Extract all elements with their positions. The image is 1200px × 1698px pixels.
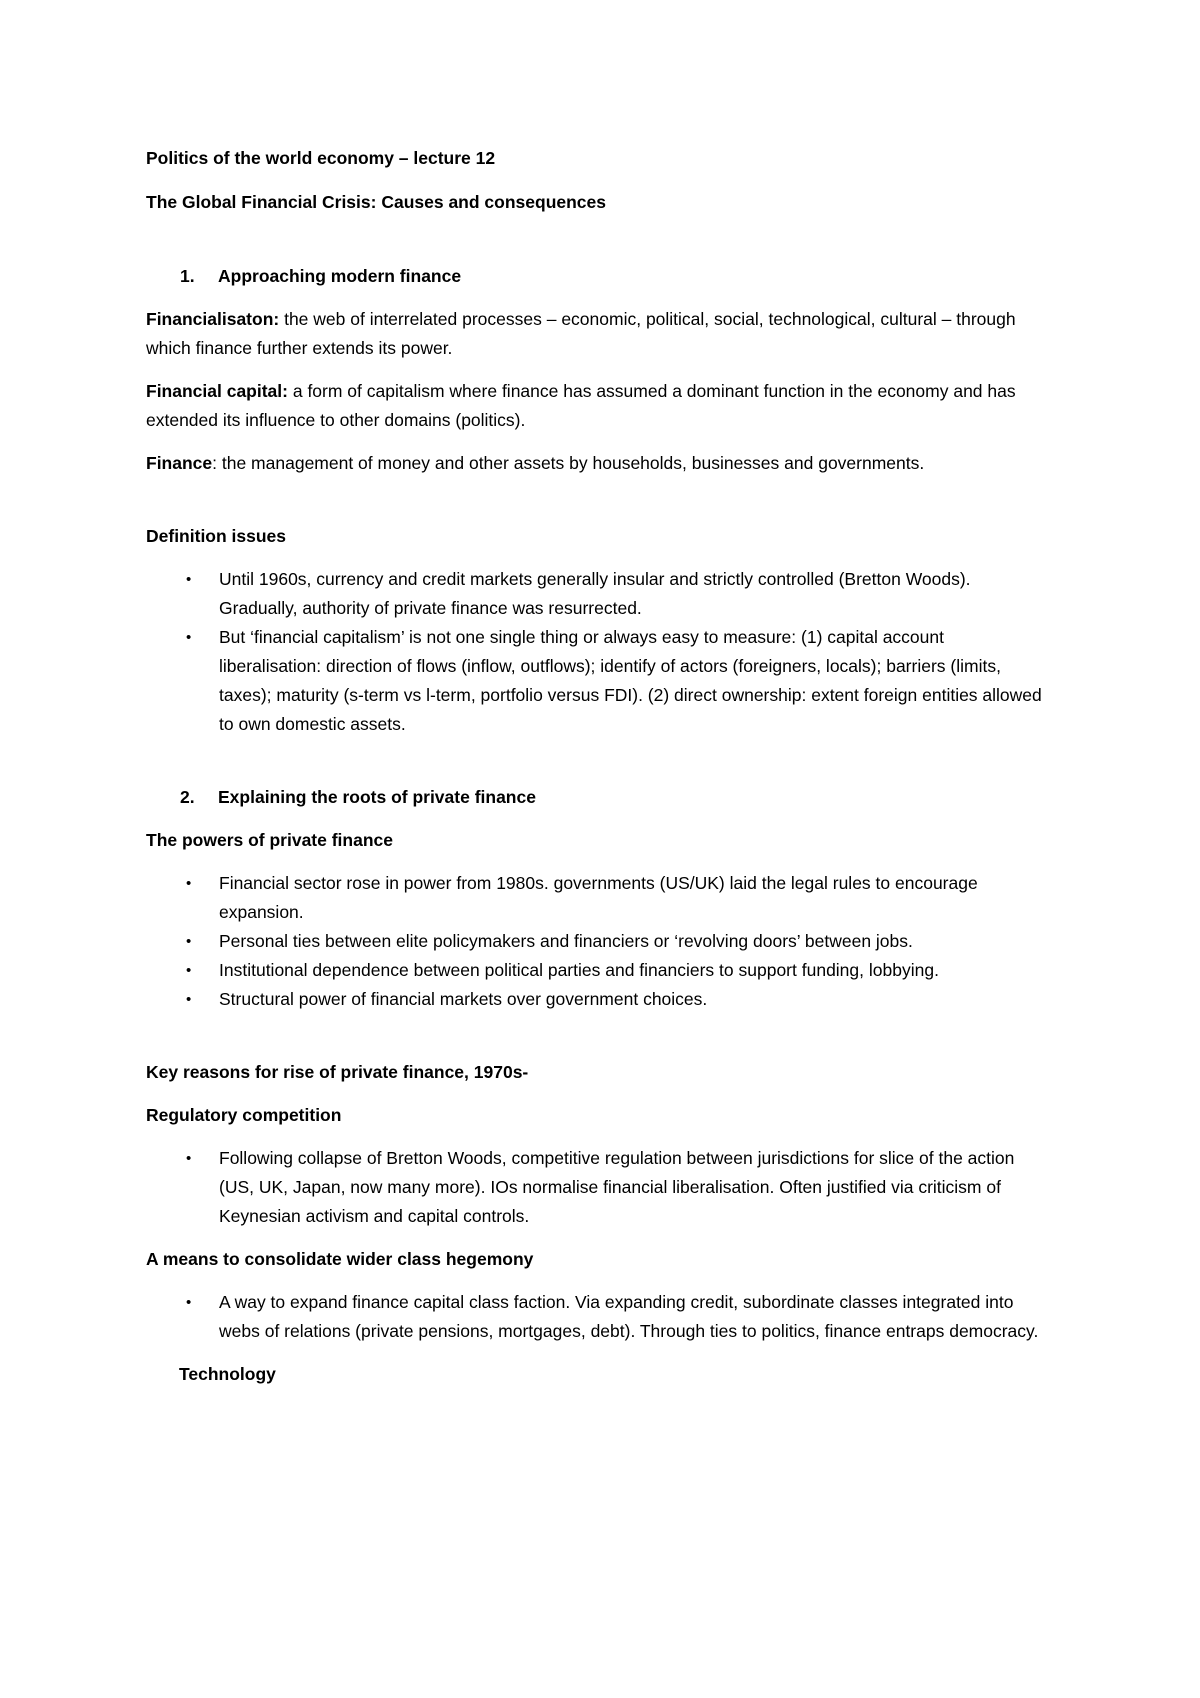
list-item [146,927,1046,956]
section-1-title: Approaching modern finance [218,266,462,286]
definition-term: Finance [146,453,213,473]
section-2-number: 2. [180,787,195,807]
bullet-icon: • [186,875,192,892]
list-item-text: Until 1960s, currency and credit markets generally insular and strictly controlled (Bretton Woods). Gradually, authority of private finance was resurrected. [219,569,971,618]
definition-text: : the management of money and other assets by households, businesses and governments. [212,453,925,473]
list-item [146,869,1046,927]
bullet-icon: • [186,571,192,588]
definition-text: the web of interrelated processes – economic, political, social, technological, cultural – through which finance further extends its power. [146,309,1016,358]
list-item [146,956,1046,985]
bullet-icon: • [186,1294,192,1311]
section-2-title: Explaining the roots of private finance [218,787,536,807]
regulatory-competition-list [146,1144,1046,1231]
regulatory-competition-heading: Regulatory competition [146,1105,342,1125]
list-item-text: But ‘financial capitalism’ is not one single thing or always easy to measure: (1) capital account liberalisation: direction of flows (inflow, outflows); identify of actors (foreigners, locals); barriers (limits, taxes); maturity (s-term vs l-term, portfolio versus FDI). (2) direct ownership: extent foreign entities allowed to own domestic assets. [219,627,1042,734]
bullet-icon: • [186,933,192,950]
section-1-heading [146,262,1046,291]
powers-list [146,869,1046,1014]
class-hegemony-heading: A means to consolidate wider class hegemony [146,1249,534,1269]
list-item [146,1144,1046,1231]
section-2-heading [146,783,1046,812]
bullet-icon: • [186,629,192,646]
powers-heading: The powers of private finance [146,830,393,850]
list-item-text: Structural power of financial markets over government choices. [219,989,708,1009]
definition-finance [146,449,1046,478]
document-subtitle: The Global Financial Crisis: Causes and consequences [146,192,606,212]
definition-term: Financial capital: [146,381,288,401]
definition-financialisation [146,305,1046,363]
list-item [146,623,1046,739]
bullet-icon: • [186,962,192,979]
definition-text: a form of capitalism where finance has assumed a dominant function in the economy and has extended its influence to other domains (politics). [146,381,1016,430]
definition-financial-capital [146,377,1046,435]
definition-term: Financialisaton: [146,309,280,329]
bullet-icon: • [186,991,192,1008]
list-item-text: Following collapse of Bretton Woods, competitive regulation between jurisdictions for slice of the action (US, UK, Japan, now many more). IOs normalise financial liberalisation. Often justified via criticism of Keynesian activism and capital controls. [219,1148,1015,1226]
list-item [146,565,1046,623]
list-item-text: Financial sector rose in power from 1980s. governments (US/UK) laid the legal rules to encourage expansion. [219,873,978,922]
list-item-text: Institutional dependence between political parties and financiers to support funding, lobbying. [219,960,939,980]
key-reasons-heading: Key reasons for rise of private finance, 1970s- [146,1062,529,1082]
list-item-text: A way to expand finance capital class faction. Via expanding credit, subordinate classes integrated into webs of relations (private pensions, mortgages, debt). Through ties to politics, finance entraps democracy. [219,1292,1039,1341]
list-item [146,985,1046,1014]
section-1-number: 1. [180,266,195,286]
list-item-text: Personal ties between elite policymakers and financiers or ‘revolving doors’ between jobs. [219,931,913,951]
document-body [146,144,1046,1389]
technology-heading: Technology [179,1364,276,1384]
document-title: Politics of the world economy – lecture 12 [146,148,496,168]
definition-issues-heading: Definition issues [146,526,287,546]
bullet-icon: • [186,1150,192,1167]
list-item [146,1288,1046,1346]
definition-issues-list [146,565,1046,739]
class-hegemony-list [146,1288,1046,1346]
